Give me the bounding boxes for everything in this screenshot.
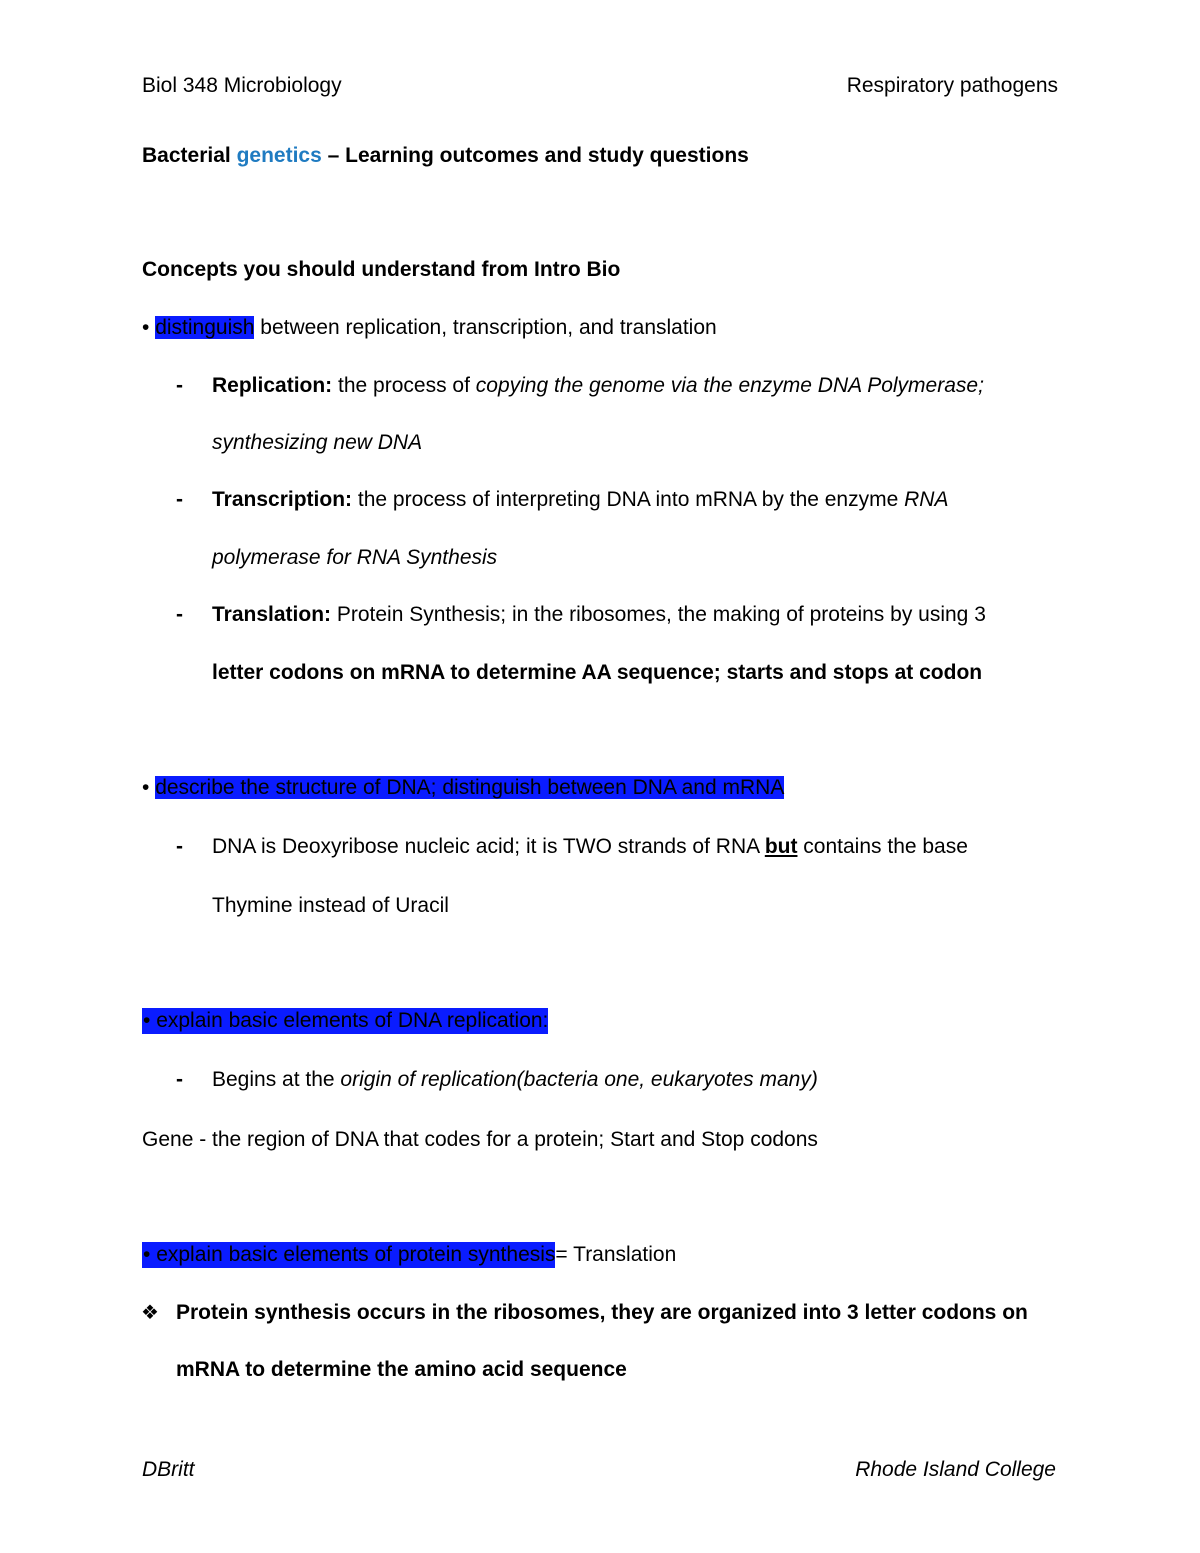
highlighted-text xyxy=(142,1242,555,1268)
bullet-icon: • xyxy=(143,1243,151,1266)
replication-text: the process of xyxy=(332,374,476,397)
protein-synthesis-line-2: mRNA to determine the amino acid sequence xyxy=(176,1358,627,1381)
title-prefix: Bacterial xyxy=(142,144,237,167)
replication-line-2 xyxy=(212,430,422,456)
highlighted-text xyxy=(142,1008,548,1034)
section-1-text: between replication, transcription, and translation xyxy=(254,316,717,339)
bullet-icon: • xyxy=(143,1009,151,1032)
origin-text: Begins at the xyxy=(212,1068,341,1091)
transcription-line-1 xyxy=(212,487,948,513)
dash-icon: - xyxy=(176,1068,183,1091)
transcription-label: Transcription: xyxy=(212,488,353,511)
section-3-bullet xyxy=(142,1008,548,1034)
dna-underlined-but: but xyxy=(764,835,798,858)
dna-line-2: Thymine instead of Uracil xyxy=(212,894,449,917)
transcription-italic-2: polymerase for RNA Synthesis xyxy=(212,546,498,569)
diamond-bullet-icon: ❖ xyxy=(141,1302,159,1324)
dna-text-a: DNA is Deoxyribose nucleic acid; it is TWO strands of RNA xyxy=(212,835,765,858)
highlighted-text: describe the structure of DNA; distinguish between DNA and mRNA xyxy=(155,776,785,799)
dash-icon: - xyxy=(176,603,183,626)
transcription-italic: RNA xyxy=(904,488,949,511)
section-2-bullet xyxy=(142,775,784,801)
dash-icon: - xyxy=(176,374,183,397)
footer-institution: Rhode Island College xyxy=(855,1458,1056,1481)
section-1-bullet xyxy=(142,315,717,341)
bullet-icon: • xyxy=(142,316,150,339)
protein-synthesis-line-1: Protein synthesis occurs in the ribosomes, they are organized into 3 letter codons on xyxy=(176,1301,1028,1324)
origin-italic: origin of replication(bacteria one, eukaryotes many) xyxy=(340,1068,818,1091)
origin-line xyxy=(212,1067,818,1093)
replication-italic: copying the genome via the enzyme DNA Polymerase; xyxy=(475,374,984,397)
section-3-highlight: explain basic elements of DNA replication: xyxy=(150,1009,549,1032)
highlighted-text: distinguish xyxy=(155,316,255,339)
section-4-bullet xyxy=(142,1242,676,1268)
translation-text: Protein Synthesis; in the ribosomes, the making of proteins by using 3 xyxy=(331,603,986,626)
transcription-line-2 xyxy=(212,545,497,571)
replication-label: Replication: xyxy=(212,374,333,397)
section-4-text: = Translation xyxy=(555,1243,677,1266)
translation-line-1 xyxy=(212,602,986,628)
section-4-highlight: explain basic elements of protein synthesis xyxy=(150,1243,556,1266)
header-course: Biol 348 Microbiology xyxy=(142,74,342,97)
header-topic: Respiratory pathogens xyxy=(846,74,1058,97)
footer-author: DBritt xyxy=(142,1458,195,1481)
bullet-icon: • xyxy=(142,776,150,799)
dash-icon: - xyxy=(176,488,183,511)
concepts-heading: Concepts you should understand from Intro Bio xyxy=(142,258,621,281)
replication-line-1 xyxy=(212,373,984,399)
dash-icon: - xyxy=(176,835,183,858)
dna-text-b: contains the base xyxy=(797,835,968,858)
document-title xyxy=(142,143,749,169)
transcription-text: the process of interpreting DNA into mRNA by the enzyme xyxy=(352,488,905,511)
title-highlight: genetics xyxy=(236,144,322,167)
dna-line-1 xyxy=(212,834,968,860)
translation-line-2: letter codons on mRNA to determine AA sequence; starts and stops at codon xyxy=(212,661,983,684)
replication-italic-2: synthesizing new DNA xyxy=(212,431,423,454)
title-suffix: – Learning outcomes and study questions xyxy=(321,144,749,167)
gene-definition: Gene - the region of DNA that codes for a protein; Start and Stop codons xyxy=(142,1128,818,1151)
translation-label: Translation: xyxy=(212,603,332,626)
